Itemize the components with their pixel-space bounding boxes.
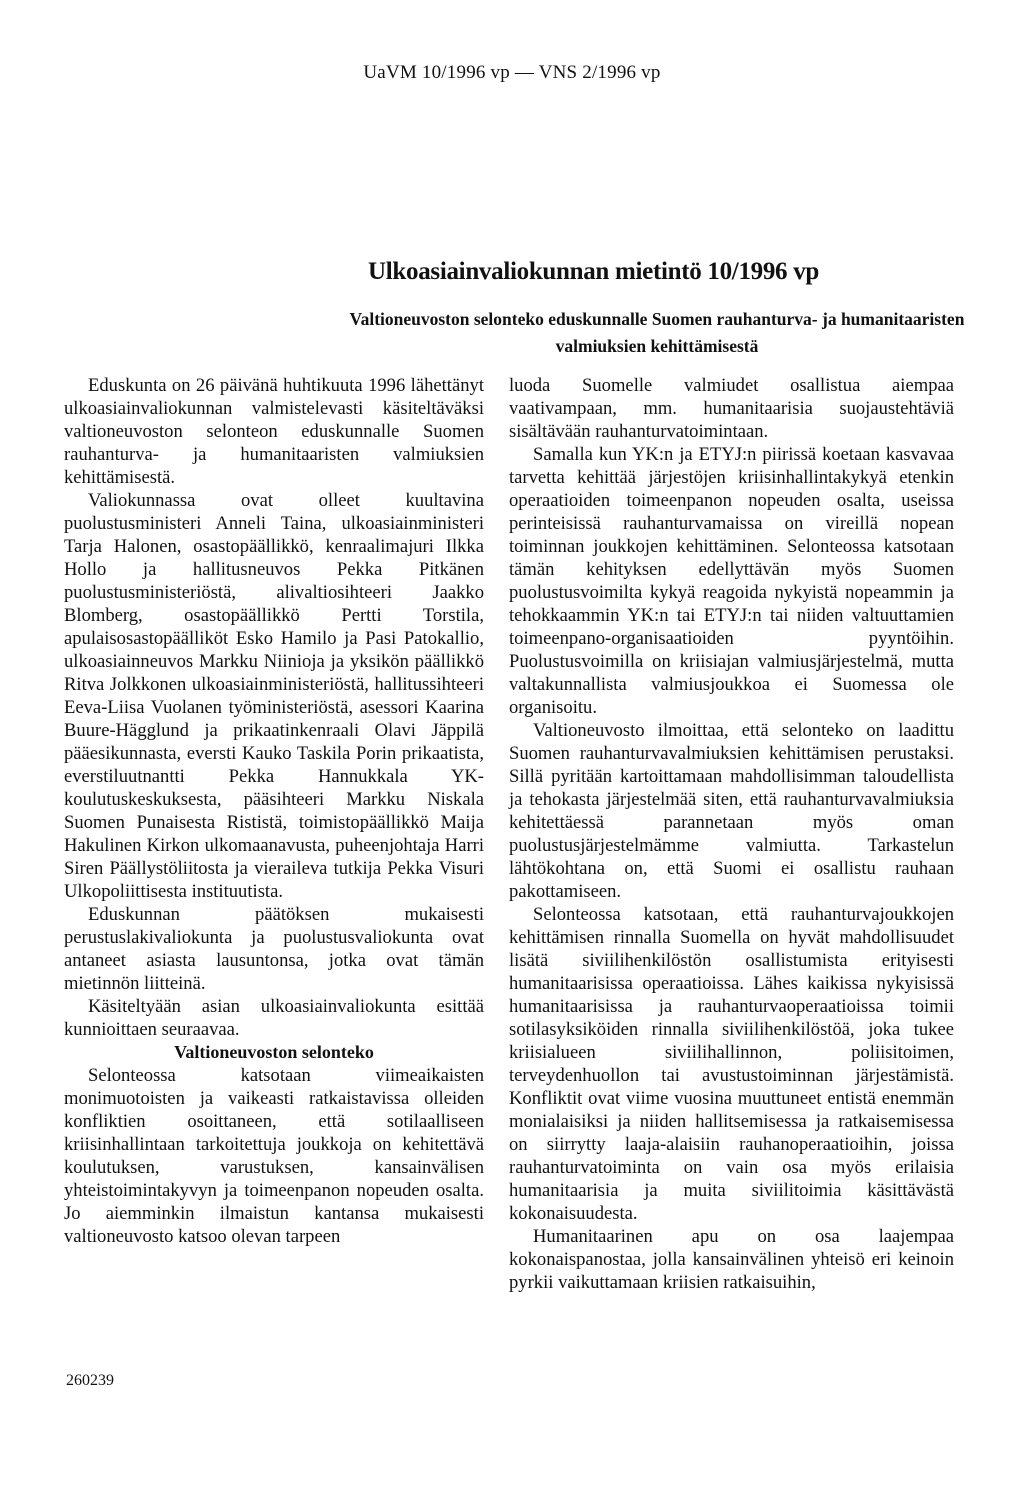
left-column (64, 374, 484, 1248)
paragraph-referral: Eduskunta on 26 päivänä huhtikuuta 1996 lähettänyt ulkoasiainvaliokunnan valmistelevasti käsiteltäväksi valtioneuvoston selonteon eduskunnalle Suomen rauhanturva- ja humanitaaristen valmiuksien kehittämisestä. (64, 375, 484, 488)
paragraph-continuation: luoda Suomelle valmiudet osallistua aiempaa vaativampaan, mm. humanitaarisia suojaustehtäviä sisältävään rauhanturvatoimintaan. (509, 375, 954, 442)
paragraph-statements: Eduskunnan päätöksen mukaisesti perustuslakivaliokunta ja puolustusvaliokunta ovat antaneet asiasta lausuntonsa, jotka ovat tämän mietinnön liitteinä. (64, 904, 484, 994)
page-code: 260239 (66, 1372, 114, 1389)
paragraph-rapid-reaction: Samalla kun YK:n ja ETYJ:n piirissä koetaan kasvavaa tarvetta kehittää järjestöjen kriisinhallintakykyä etenkin operaatioiden toimeenpanon nopeuden osalta, useissa perinteisissä rauhanturvamaissa on vireillä nopean toiminnan joukkojen kehittäminen. Selonteossa katsotaan tämän kehityksen edellyttävän myös Suomen puolustusvoimilta kykyä reagoida nykyistä nopeammin ja tehokkaammin YK:n tai ETYJ:n tai niiden valtuuttamien toimeenpano-organisaatioiden pyyntöihin. Puolustusvoimilla on kriisiajan valmiusjärjestelmä, mutta valtakunnallista valmiusjoukkoa ei Suomessa ole organisoitu. (509, 444, 954, 718)
right-column (509, 374, 954, 1294)
paragraph-civilian-personnel: Selonteossa katsotaan, että rauhanturvajoukkojen kehittämisen rinnalla Suomella on hyvät mahdollisuudet lisätä siviilihenkilöstön osallistumista erityisesti humanitaarisissa operaatioissa. Lähes kaikissa nykyisissä humanitaarisissa ja rauhanturvaoperaatioissa toimii sotilasyksiköiden rinnalla siviilihenkilöstöä, joka tukee kriisialueen siviilihallinnon, poliisitoimen, terveydenhuollon tai avustustoiminnan järjestämistä. Konfliktit ovat viime vuosina muuttuneet entistä enemmän monialaisiksi ja niiden hallitsemisessa ja ratkaisemisessa on siirrytty laaja-alaisiin rauhanoperaatioihin, joissa rauhanturvatoiminta on vain osa myös erilaisia humanitaarisia ja muita siviilitoimia käsittävästä kokonaisuudesta. (509, 904, 954, 1224)
document-title: Ulkoasiainvaliokunnan mietintö 10/1996 vp (368, 258, 820, 285)
paragraph-report-summary: Selonteossa katsotaan viimeaikaisten monimuotoisten ja vaikeasti ratkaistavissa olleiden konfliktien osoittaneen, että sotilaalliseen kriisinhallintaan tarkoitettuja joukkoja on kehitettävä koulutuksen, varustuksen, kansainvälisen yhteistoimintakyvyn ja toimeenpanon nopeuden osalta. Jo aiemminkin ilmaistun kantansa mukaisesti valtioneuvosto katsoo olevan tarpeen (64, 1065, 484, 1247)
document-reference-header: UaVM 10/1996 vp — VNS 2/1996 vp (363, 62, 661, 83)
paragraph-government-announcement: Valtioneuvosto ilmoittaa, että selonteko on laadittu Suomen rauhanturvavalmiuksien kehittämisen perustaksi. Sillä pyritään kartoittamaan mahdollisimman taloudellista ja tehokasta järjestelmää siten, että rauhanturvavalmiuksia kehitettäessä parannetaan myös oman puolustusjärjestelmämme valmiutta. Tarkastelun lähtökohtana on, että Suomi ei osallistu rauhaan pakottamiseen. (509, 720, 954, 902)
paragraph-humanitarian-aid: Humanitaarinen apu on osa laajempaa kokonaispanostaa, jolla kansainvälinen yhteisö eri keinoin pyrkii vaikuttamaan kriisien ratkaisuihin, (509, 1226, 954, 1293)
paragraph-heard-experts: Valiokunnassa ovat olleet kuultavina puolustusministeri Anneli Taina, ulkoasiainministeri Tarja Halonen, osastopäällikkö, kenraalimajuri Ilkka Hollo ja hallitusneuvos Pekka Pitkänen puolustusministeriöstä, alivaltiosihteeri Jaakko Blomberg, osastopäällikkö Pertti Torstila, apulaisosastopäälliköt Esko Hamilo ja Pasi Patokallio, ulkoasiainneuvos Markku Niinioja ja yksikön päällikkö Ritva Jolkkonen ulkoasiainministeriöstä, hallitussihteeri Eeva-Liisa Vuolanen työministeriöstä, asessori Kaarina Buure-Hägglund ja prikaatinkenraali Olavi Jäppilä pääesikunnasta, eversti Kauko Taskila Porin prikaatista, everstiluutnantti Pekka Hannukkala YK-koulutuskeskuksesta, pääsihteeri Markku Niskala Suomen Punaisesta Rististä, toimistopäällikkö Maija Hakulinen Kirkon ulkomaanavusta, puheenjohtaja Harri Siren Päällystöliitosta ja vieraileva tutkija Pekka Visuri Ulkopoliittisesta instituutista. (64, 490, 484, 902)
document-subtitle: Valtioneuvoston selonteko eduskunnalle Suomen rauhanturva- ja humanitaaristen valmiuksien kehittämisestä (349, 309, 965, 356)
paragraph-proposal-intro: Käsiteltyään asian ulkoasiainvaliokunta esittää kunnioittaen seuraavaa. (64, 996, 484, 1040)
section-heading: Valtioneuvoston selonteko (174, 1042, 374, 1062)
